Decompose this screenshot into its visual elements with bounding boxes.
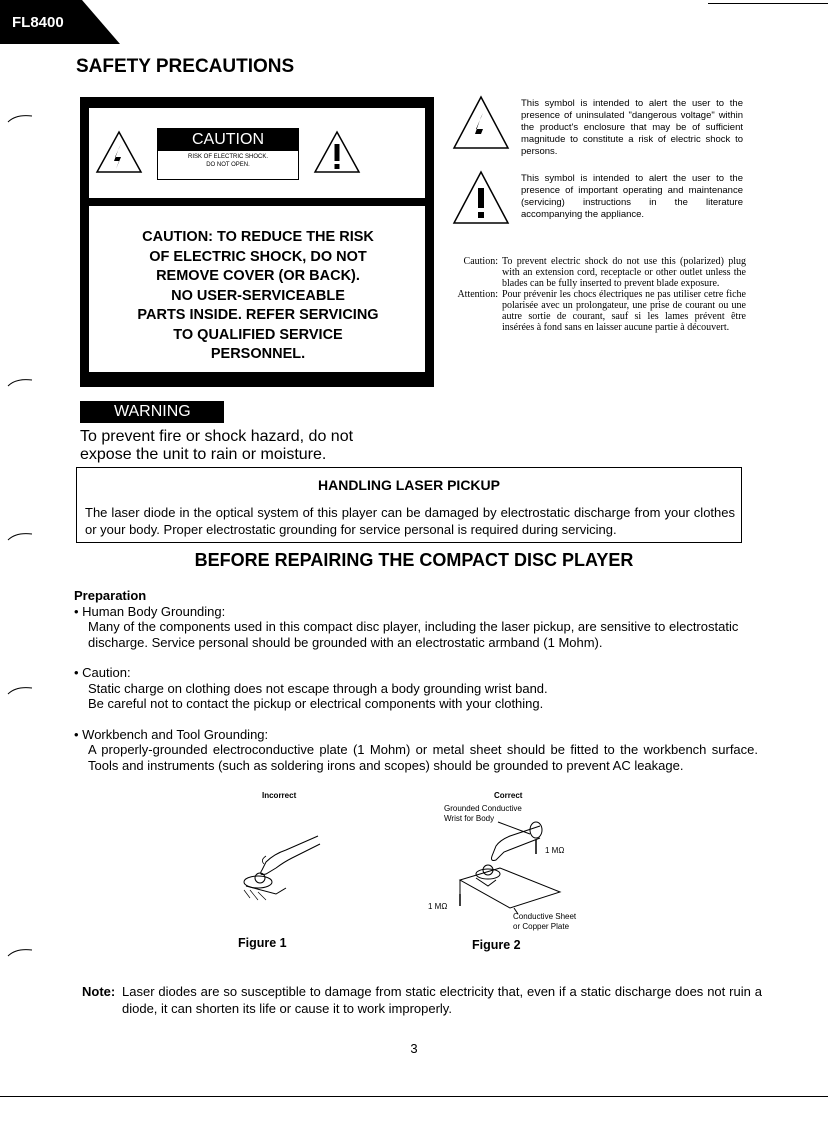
prep-item-title: • Workbench and Tool Grounding:	[74, 726, 269, 742]
prep-item-title: • Caution:	[74, 665, 131, 680]
laser-text: The laser diode in the optical system of this player can be damaged by electrostatic discharge from your clothes or your body. Proper electrostatic grounding for service personal is required during servicing.	[85, 505, 735, 537]
prep-item-line: Be careful not to contact the pickup or electrical components with your clothing.	[88, 696, 544, 711]
caution-label-box	[157, 128, 299, 180]
wrist-label-line: Wrist for Body	[444, 814, 495, 823]
resistor-right-label: 1 MΩ	[545, 846, 565, 855]
page-number: 3	[410, 1041, 418, 1056]
caution-line: PARTS INSIDE. REFER SERVICING	[137, 307, 379, 323]
bottom-rule	[0, 1096, 828, 1097]
caution-line: NO USER-SERVICEABLE	[171, 287, 345, 304]
figure2-illustration	[430, 818, 580, 918]
caution-sub-line1: RISK OF ELECTRIC SHOCK.	[187, 154, 268, 160]
warning-label: WARNING	[80, 401, 224, 423]
prep-item-text: Many of the components used in this compact disc player, including the laser pickup, are sensitive to electrostatic discharge. Service personal should be grounded with an electrostatic armband (1 Mohm).	[88, 619, 739, 650]
section-title: BEFORE REPAIRING THE COMPACT DISC PLAYER	[194, 550, 634, 570]
caution-line: CAUTION: TO REDUCE THE RISK	[142, 229, 374, 245]
prep-item-line: Static charge on clothing does not escape through a body grounding wrist band.	[88, 680, 548, 696]
wrist-label-line: Grounded Conductive	[444, 804, 522, 813]
warning-line: To prevent fire or shock hazard, do not	[80, 428, 354, 445]
figure1-illustration	[236, 830, 326, 905]
preparation-section	[74, 588, 758, 773]
resistor-left-label: 1 MΩ	[428, 902, 448, 911]
laser-pickup-box	[76, 467, 742, 543]
lightning-symbol-text: This symbol is intended to alert the user to the presence of uninsulated "dangerous voltage" within the product's enclosure that may be of sufficient magnitude to constitute a risk of electric shock to persons.	[521, 98, 743, 157]
notice-attention-text: Pour prévenir les chocs électriques ne pas utiliser cetre fiche polarisée avec un prolongateur, une prise de courant ou une autre sortie de courant, sauf si les lames prévent être insérées à fond sans en laisser aucune partie à découvert.	[502, 289, 746, 333]
exclamation-symbol-icon	[452, 170, 510, 226]
caution-main-text	[101, 228, 415, 365]
note	[82, 983, 762, 1017]
laser-title: HANDLING LASER PICKUP	[317, 477, 500, 493]
margin-mark	[6, 946, 34, 958]
figure1-label: Incorrect	[262, 791, 297, 800]
notice-attention	[446, 289, 746, 333]
model-label: FL8400	[12, 14, 64, 31]
warning-text	[80, 428, 380, 464]
notice-caution-text: To prevent electric shock do not use this (polarized) plug with an extension cord, receptacle or other outlet unless the blades can be fully inserted to prevent blade exposure.	[502, 256, 746, 289]
sheet-label-line: or Copper Plate	[513, 922, 570, 931]
top-rule	[708, 3, 828, 4]
notice-caution	[446, 256, 746, 289]
caution-line: TO QUALIFIED SERVICE	[173, 326, 343, 343]
caution-line: OF ELECTRIC SHOCK, DO NOT	[149, 248, 367, 265]
sheet-label-line: Conductive Sheet	[513, 912, 577, 921]
figure2-caption: Figure 2	[472, 938, 521, 952]
margin-mark	[6, 530, 34, 542]
lightning-warning-icon	[95, 130, 143, 174]
margin-mark	[6, 376, 34, 388]
exclamation-symbol-text: This symbol is intended to alert the user to the presence of important operating and maintenance (servicing) instructions in the literature accompanying the appliance.	[521, 173, 743, 220]
caution-sub-text	[158, 153, 298, 169]
caution-box-divider	[81, 198, 433, 206]
caution-line: REMOVE COVER (OR BACK).	[156, 268, 360, 284]
note-row	[82, 983, 762, 1017]
figure2-sheet-label	[513, 912, 576, 932]
note-label: Note:	[82, 984, 116, 999]
page-title: SAFETY PRECAUTIONS	[76, 56, 295, 77]
model-tab	[0, 0, 120, 44]
notice-attention-label: Attention:	[457, 289, 498, 300]
notice-caution-label: Caution:	[463, 256, 498, 267]
margin-mark	[6, 112, 34, 124]
figure1-caption: Figure 1	[238, 936, 287, 950]
figure2-label: Correct	[494, 791, 523, 800]
note-text: Laser diodes are so susceptible to damage from static electricity that, even if a static discharge does not ruin a diode, it can shorten its life or cause it to work improperly.	[122, 984, 762, 1016]
prep-item-title: • Human Body Grounding:	[74, 603, 226, 619]
plug-notice	[446, 256, 746, 333]
caution-box-border	[81, 372, 433, 386]
preparation-heading: Preparation	[74, 588, 147, 603]
lightning-symbol-icon	[452, 95, 510, 151]
caution-box	[80, 97, 434, 387]
exclamation-warning-icon	[313, 130, 361, 174]
caution-box-border	[425, 98, 433, 386]
caution-box-border	[81, 98, 433, 108]
caution-box-border	[81, 98, 89, 386]
caution-line: PERSONNEL.	[210, 346, 306, 362]
caution-label: CAUTION	[158, 129, 298, 151]
caution-sub-line2: DO NOT OPEN.	[206, 162, 250, 168]
margin-mark	[6, 684, 34, 696]
prep-item-text: A properly-grounded electroconductive plate (1 Mohm) or metal sheet should be fitted to the workbench surface. Tools and instruments (such as soldering irons and scopes) should be grounded to prevent AC leakage.	[88, 742, 758, 773]
warning-line: expose the unit to rain or moisture.	[80, 446, 327, 463]
